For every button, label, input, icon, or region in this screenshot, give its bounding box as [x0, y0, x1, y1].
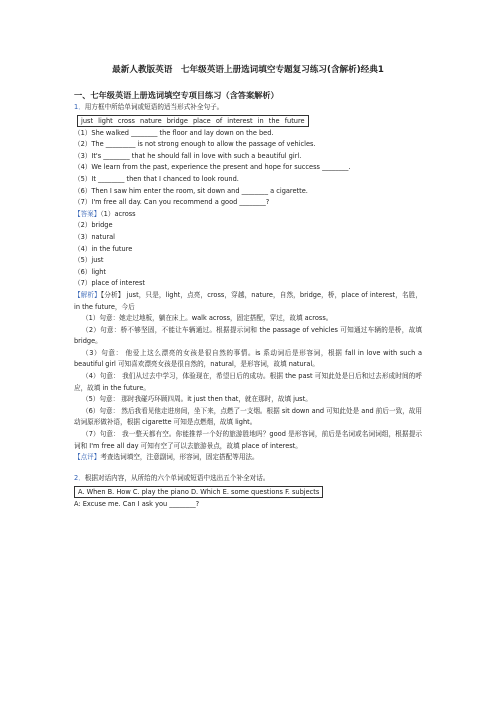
- analysis-item: （7）句意： 我一整天都有空。你能推荐一个好的旅游胜地吗？good 是形容词，前后是名词或名词词组，根据提示词和 I'm free all day 可知有空了可以去旅游景点，故填 place of interest。: [74, 430, 422, 450]
- answer-line: 【答案】（1）across: [74, 209, 136, 218]
- list-item: （4）We learn from the past, experience the present and hope for success ________.: [74, 163, 351, 172]
- question-2-prompt: 2．根据对话内容，从所给的六个单词或短语中选出五个补全对话。: [74, 473, 270, 482]
- comment-tag: 【点评】: [74, 453, 101, 462]
- list-item: （2）The _________ is not strong enough to allow the passage of vehicles.: [74, 140, 316, 149]
- question-number: 2．: [74, 473, 85, 482]
- list-item: （6）Then I saw him enter the room, sit down and ________ a cigarette.: [74, 186, 308, 195]
- answer-tag: 【答案】: [74, 209, 101, 218]
- list-item: （3）It's ________ that he should fall in love with such a beautiful girl.: [74, 151, 302, 160]
- analysis-item: （1）句意：她走过地板，躺在床上。walk across，固定搭配，穿过，故填 across。: [82, 314, 333, 323]
- question-1-items: [74, 128, 422, 209]
- list-item: （5）It ________ then that I chanced to look round.: [74, 174, 239, 183]
- analysis-item: （6）句意： 然后我看见他走进房间，坐下来，点燃了一支烟。根据 sit down and 可知此处是 and 前后一致，故用动词原形做补语，根据 cigarette 可知是点燃烟，故填 light。: [74, 406, 422, 427]
- answer-item: （5）just: [74, 256, 104, 265]
- question-1-prompt: 1．用方框中所给单词或短语的适当形式补全句子。: [74, 103, 224, 111]
- dialogue-line: A: Excuse me. Can I ask you ________?: [74, 500, 200, 508]
- answer-item: （4）in the future: [74, 244, 133, 253]
- comment-line: 【点评】考查选词填空，注意副词，形容词，固定搭配等用法。: [74, 453, 259, 462]
- answer-item: （6）light: [74, 267, 106, 276]
- answer-item: （7）place of interest: [74, 279, 145, 288]
- list-item: （1）She walked ________ the floor and lay down on the bed.: [74, 128, 274, 137]
- analysis-tag: 【解析】: [74, 290, 101, 299]
- word-bank-box: [74, 114, 422, 128]
- answer-item: （2）bridge: [74, 221, 113, 230]
- page-title: 最新人教版英语 七年级英语上册选词填空专题复习练习(含解析)经典1: [112, 65, 384, 75]
- section-heading: 一、七年级英语上册选词填空专项目练习（含答案解析）: [74, 90, 279, 100]
- analysis-item: （4）句意： 我们从过去中学习，体验现在，希望日后的成功。根据 the past 可知此处是日后和过去形成时间的呼应，故填 in the future。: [74, 372, 422, 392]
- options-box: A. When B. How C. play the piano D. Which E. some questions F. subjects: [74, 486, 323, 498]
- analysis-item: （2）句意：桥不够坚固，不能让车辆通过。根据提示词和 the passage of vehicles 可知通过车辆的是桥，故填 bridge。: [74, 325, 422, 346]
- question-number: 1．: [74, 103, 85, 111]
- word-bank: just light cross nature bridge place of interest in the future: [77, 115, 309, 127]
- analysis-item: （3）句意： 他爱上这么漂亮的女孩是很自然的事情。is 系动词后是形容词，根据 fall in love with such a beautiful girl 可知喜欢漂亮女孩是很自然的，natural，是形容词，故填 natural。: [74, 348, 422, 369]
- list-item: （7）I'm free all day. Can you recommend a good ________?: [74, 198, 270, 207]
- options-box-wrap: [74, 484, 422, 499]
- analysis-intro: 【解析】【分析】 just，只是，light，点亮，cross，穿越，nature，自然，bridge，桥，place of interest，名胜，in the future，今后: [74, 290, 422, 311]
- answer-item: （3）natural: [74, 232, 115, 241]
- analysis-item: （5）句意： 那时我碰巧环顾四周。it just then that，就在那时，故填 just。: [82, 395, 312, 404]
